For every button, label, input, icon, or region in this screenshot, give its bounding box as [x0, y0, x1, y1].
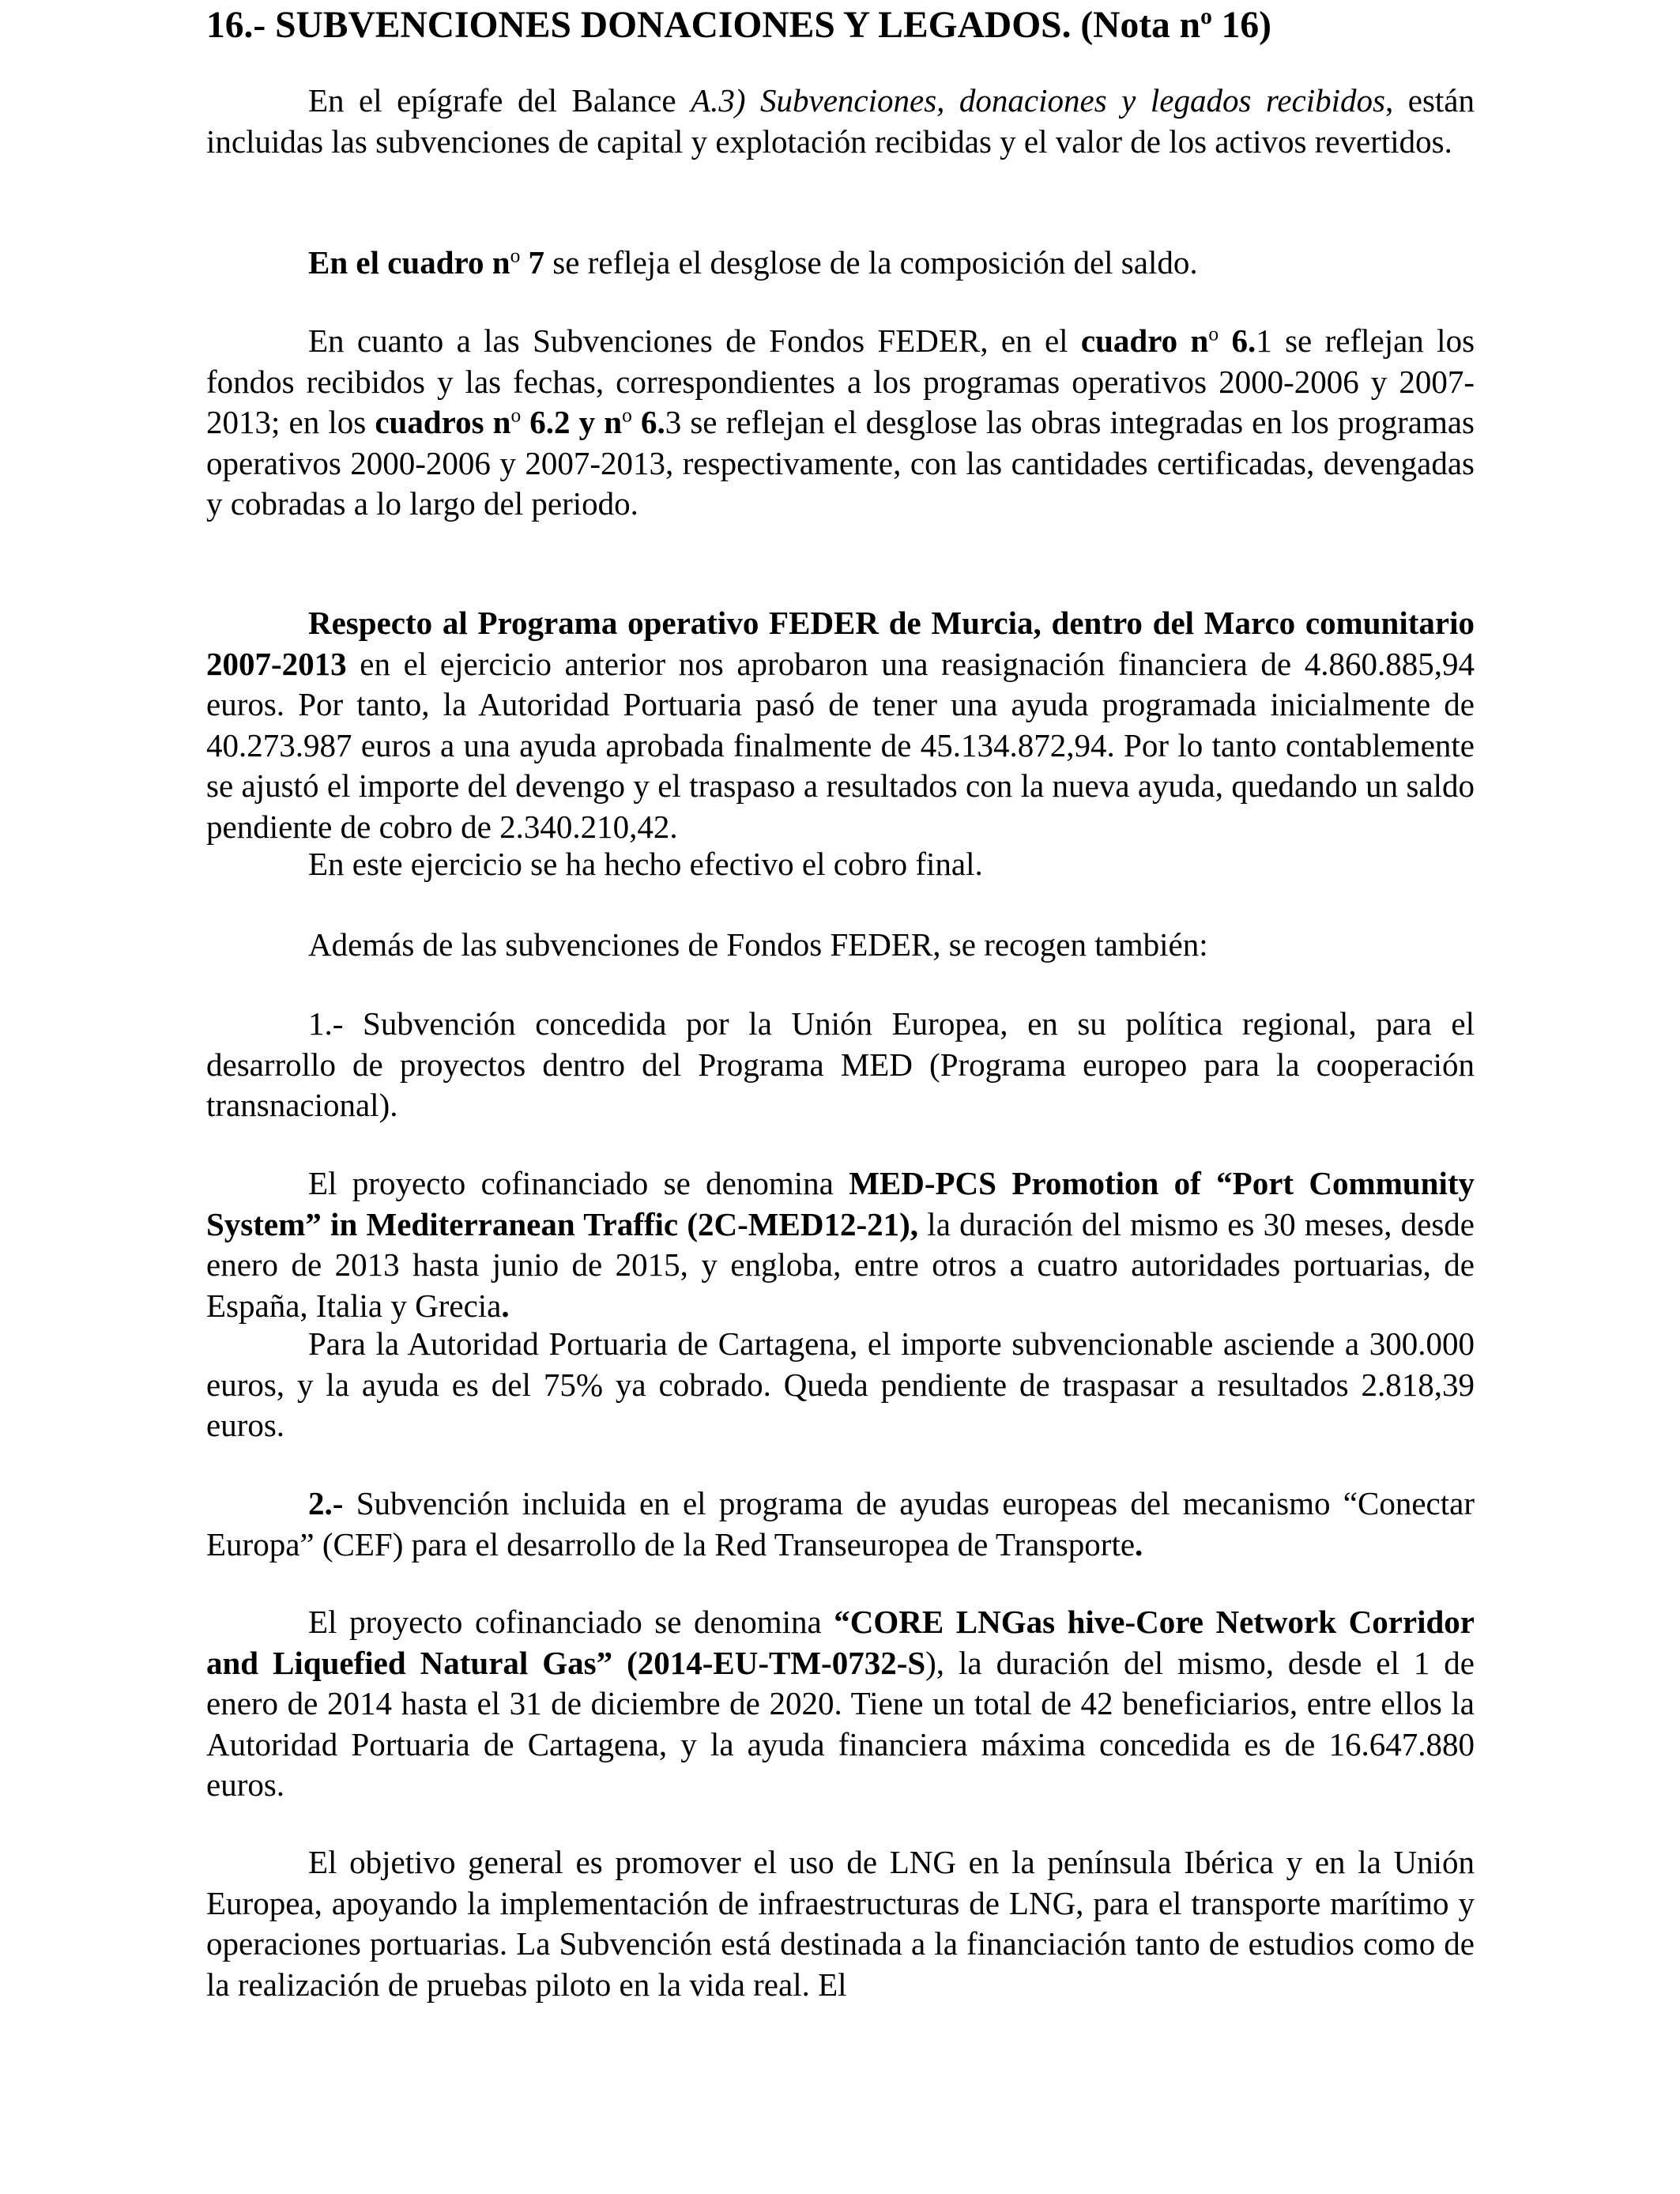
section-heading: 16.- SUBVENCIONES DONACIONES Y LEGADOS. (Nota $n^o$ 16) [206, 4, 1271, 46]
paragraph-final-payment: En este ejercicio se ha hecho efectivo el cobro final. [308, 846, 983, 882]
paragraph-cef-program: 2.- Subvención incluida en el programa de ayudas europeas del mecanismo “Conectar Europa” (CEF) para el desarrollo de la Red Transeuropea de Transporte. [206, 1485, 1475, 1563]
paragraph-med-program: 1.- Subvención concedida por la Unión Europea, en su política regional, para el desarrollo de proyectos dentro del Programa MED (Programa europeo para la cooperación transnacional). [206, 1005, 1475, 1123]
paragraph-core-lngas-project: El proyecto cofinanciado se denomina “CORE LNGas hive-Core Network Corridor and Liquefied Natural Gas” (2014-EU-TM-0732-S), la duración del mismo, desde el 1 de enero de 2014 hasta el 31 de diciembre de 2020. Tiene un total de 42 beneficiarios, entre ellos la Autoridad Portuaria de Cartagena, y la ayuda financiera máxima concedida es de 16.647.880 euros. [206, 1604, 1475, 1803]
paragraph-murcia-program: Respecto al Programa operativo FEDER de Murcia, dentro del Marco comunitario 2007-2013 en el ejercicio anterior nos aprobaron una reasignación financiera de 4.860.885,94 euros. Por tanto, la Autoridad Portuaria pasó de tener una ayuda programada inicialmente de 40.273.987 euros a una ayuda aprobada finalmente de 45.134.872,94. Por lo tanto contablemente se ajustó el importe del devengo y el traspaso a resultados con la nueva ayuda, quedando un saldo pendiente de cobro de 2.340.210,42. [206, 605, 1475, 845]
paragraph-balance: En el epígrafe del Balance A.3) Subvenciones, donaciones y legados recibidos, están incluidas las subvenciones de capital y explotación recibidas y el valor de los activos revertidos. [206, 82, 1475, 160]
paragraph-lng-objective: El objetivo general es promover el uso de LNG en la península Ibérica y en la Unión Europea, apoyando la implementación de infraestructuras de LNG, para el transporte marítimo y operaciones portuarias. La Subvención está destinada a la financiación tanto de estudios como de la realización de pruebas piloto en la vida real. El [206, 1844, 1475, 2003]
paragraph-cuadro-7: En el cuadro $n^o$ 7 se refleja el desglose de la composición del saldo. [308, 244, 1198, 281]
paragraph-feder-funds: En cuanto a las Subvenciones de Fondos FEDER, en el cuadro $n^o$ 6.1 se reflejan los fondos recibidos y las fechas, correspondientes a los programas operativos 2000-2006 y 2007-2013; en los cuadros $n^o$ 6.2 y $n^o$ 6.3 se reflejan el desglose las obras integradas en los programas operativos 2000-2006 y 2007-2013, respectivamente, con las cantidades certificadas, devengadas y cobradas a lo largo del periodo. [206, 322, 1475, 522]
paragraph-cartagena-amount: Para la Autoridad Portuaria de Cartagena, el importe subvencionable asciende a 300.000 euros, y la ayuda es del 75% ya cobrado. Queda pendiente de traspasar a resultados 2.818,39 euros. [206, 1325, 1475, 1443]
paragraph-med-pcs-project: El proyecto cofinanciado se denomina MED-PCS Promotion of “Port Community System” in Mediterranean Traffic (2C-MED12-21), la duración del mismo es 30 meses, desde enero de 2013 hasta junio de 2015, y engloba, entre otros a cuatro autoridades portuarias, de España, Italia y Grecia. [206, 1165, 1475, 1324]
paragraph-other-grants: Además de las subvenciones de Fondos FEDER, se recogen también: [308, 926, 1208, 963]
